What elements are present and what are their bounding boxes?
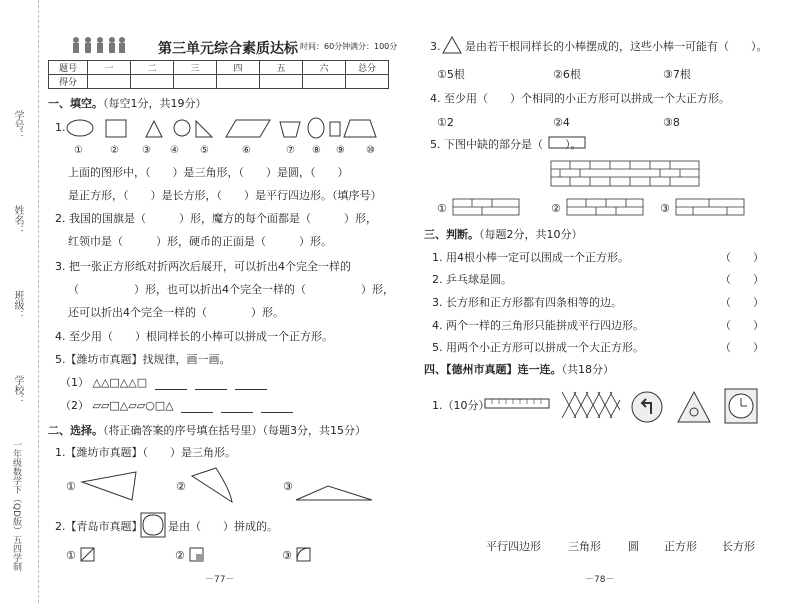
r4-opt-2: ②4 <box>553 116 570 129</box>
q3-line3: 还可以折出4个完全一样的（ ）形。 <box>68 306 284 319</box>
r5-option3-bricks <box>675 198 747 218</box>
score-input[interactable] <box>346 75 389 89</box>
r4-opt-3: ③8 <box>663 116 680 129</box>
judge-answer[interactable]: （ ） <box>720 296 764 309</box>
q5: 5.【潍坊市真题】找规律，画一画。 <box>55 353 231 366</box>
right-triangle-shape <box>196 121 212 137</box>
page-title: 第三单元综合素质达标 <box>158 41 298 57</box>
section-connect: 四、【德州市真题】连一连。 <box>424 363 562 376</box>
page-number-left: －77－ <box>205 575 235 585</box>
score-cell: 六 <box>303 61 346 75</box>
score-cell: 一 <box>88 61 131 75</box>
score-cell: 四 <box>217 61 260 75</box>
r5-opt-1: ① <box>437 202 447 215</box>
book-label: 一年级数学下（QD版）五四学制 <box>11 440 21 572</box>
score-input[interactable] <box>88 75 131 89</box>
label-4: ④ <box>170 145 179 156</box>
q5-1-sequence: △△□△△□ <box>92 376 148 389</box>
r3-opt-3: ③7根 <box>663 68 691 81</box>
score-cell: 题号 <box>49 61 88 75</box>
label-5: ⑤ <box>200 145 209 156</box>
shape-name-rectangle: 长方形 <box>722 540 755 553</box>
triangle-shape <box>146 121 162 137</box>
score-table <box>48 60 389 89</box>
score-input[interactable] <box>131 75 174 89</box>
shape-name-circle: 圆 <box>628 540 639 553</box>
judge-answer[interactable]: （ ） <box>720 273 764 286</box>
s1-option3-shape <box>296 484 376 502</box>
trapezoid-shape <box>344 120 376 137</box>
s1-opt-2: ② <box>176 480 186 493</box>
answer-blank[interactable] <box>195 379 227 390</box>
r5-opt-2: ② <box>551 202 561 215</box>
q1-line2: 是正方形，（ ）是长方形，（ ）是平行四边形。（填序号） <box>68 189 382 202</box>
answer-blank[interactable] <box>221 402 253 413</box>
r5-opt-3: ③ <box>660 202 670 215</box>
label-1: ① <box>74 145 83 156</box>
s2-opt-3: ③ <box>282 549 292 562</box>
section-note: （将正确答案的序号填在括号里）（每题3分，共15分） <box>103 424 366 437</box>
round-sign-picture <box>630 390 664 424</box>
school-label: 学校： <box>12 375 23 405</box>
answer-blank[interactable] <box>155 379 187 390</box>
judge-answer[interactable]: （ ） <box>720 251 764 264</box>
answer-blank[interactable] <box>235 379 267 390</box>
cut-line <box>38 0 39 603</box>
s1-option2-shape <box>190 466 240 506</box>
label-3: ③ <box>142 145 151 156</box>
trapezoid-shape <box>280 122 300 137</box>
q2-line1: 2. 我国的国旗是（ ）形，魔方的每个面都是（ ）形， <box>55 212 377 225</box>
score-cell: 总分 <box>346 61 389 75</box>
judge-2: 2. 乒乓球是圆。 <box>432 273 512 286</box>
judge-5: 5. 用两个小正方形可以拼成一个大正方形。 <box>432 341 644 354</box>
brick-wall-figure <box>550 160 702 188</box>
shape-name-parallelogram: 平行四边形 <box>486 540 541 553</box>
r5: 5. 下图中缺的部分是（ ）。 <box>430 138 582 151</box>
s2-figure <box>140 512 166 538</box>
r3-text: 是由若干根同样长的小棒摆成的，这些小棒一可能有（ ）。 <box>465 40 768 53</box>
r5-option1-bricks <box>452 198 522 218</box>
page-number-right: －78－ <box>585 575 615 585</box>
r3-opt-1: ①5根 <box>437 68 465 81</box>
label-10: ⑩ <box>366 145 375 156</box>
q3-line2: （ ）形，也可以折出4个完全一样的（ ）形， <box>68 283 394 296</box>
s1-opt-1: ① <box>66 480 76 493</box>
q5-2-sequence: ▱▱□△▱▱○□△ <box>92 399 174 412</box>
s2-option1-shape <box>80 547 96 563</box>
full-score: 满分：100分 <box>350 42 398 51</box>
rectangle-shape <box>330 122 340 136</box>
s1-opt-3: ③ <box>283 480 293 493</box>
score-cell: 三 <box>174 61 217 75</box>
s2-prefix: 2.【青岛市真题】 <box>55 520 143 533</box>
parallelogram-shape <box>226 120 270 137</box>
name-label: 姓名： <box>12 205 23 235</box>
shape-name-square: 正方形 <box>664 540 697 553</box>
r4-opt-1: ①2 <box>437 116 454 129</box>
q2-line2: 红领巾是（ ）形，硬币的正面是（ ）形。 <box>68 235 332 248</box>
section-judge: 三、判断。 <box>424 228 479 241</box>
q1-line1: 上面的图形中，（ ）是三角形，（ ）是圆，（ ） <box>68 166 349 179</box>
label-6: ⑥ <box>242 145 251 156</box>
label-7: ⑦ <box>286 145 295 156</box>
score-input[interactable] <box>217 75 260 89</box>
judge-4: 4. 两个一样的三角形只能拼成平行四边形。 <box>432 319 644 332</box>
score-cell: 得分 <box>49 75 88 89</box>
section-fill-in: 一、填空。 <box>48 97 103 110</box>
section-note: （每题2分，共10分） <box>479 228 583 241</box>
q3-line1: 3. 把一张正方形纸对折两次后展开，可以折出4个完全一样的 <box>55 260 351 273</box>
section-choice: 二、选择。 <box>48 424 103 437</box>
answer-blank[interactable] <box>181 402 213 413</box>
clock-picture <box>724 388 758 424</box>
lattice-fence-picture <box>560 390 622 420</box>
oval-shape <box>67 120 93 136</box>
q1-shapes <box>66 118 376 140</box>
label-8: ⑧ <box>312 145 321 156</box>
square-shape <box>106 120 126 137</box>
judge-answer[interactable]: （ ） <box>720 341 764 354</box>
q5-1-label: （1） <box>60 376 89 389</box>
s2-opt-2: ② <box>175 549 185 562</box>
s2-option2-shape <box>189 547 205 563</box>
class-label: 班级： <box>12 290 23 320</box>
score-input[interactable] <box>174 75 217 89</box>
judge-1: 1. 用4根小棒一定可以围成一个正方形。 <box>432 251 629 264</box>
triangle-sign-picture <box>676 390 712 424</box>
r5-blank-brick <box>548 136 588 150</box>
q1-number: 1. <box>55 121 66 134</box>
score-cell: 二 <box>131 61 174 75</box>
s2-suffix: 是由（ ）拼成的。 <box>168 520 278 533</box>
r3-opt-2: ②6根 <box>553 68 581 81</box>
time-limit: 时间：60分钟 <box>300 42 351 51</box>
s1-option1-shape <box>80 468 140 504</box>
kids-illustration <box>70 36 126 56</box>
r5-option2-bricks <box>566 198 646 218</box>
r3-triangle-figure <box>442 36 462 54</box>
ruler-picture <box>484 398 552 410</box>
label-9: ⑨ <box>336 145 345 156</box>
connect-q1: 1.（10分） <box>432 399 490 412</box>
s2-option3-shape <box>296 547 312 563</box>
score-input[interactable] <box>260 75 303 89</box>
judge-answer[interactable]: （ ） <box>720 319 764 332</box>
section-note: （每空1分，共19分） <box>103 97 207 110</box>
q5-2-label: （2） <box>60 399 89 412</box>
r4: 4. 至少用（ ）个相同的小正方形可以拼成一个大正方形。 <box>430 92 730 105</box>
oval-shape <box>308 118 324 138</box>
label-2: ② <box>110 145 119 156</box>
answer-blank[interactable] <box>261 402 293 413</box>
score-cell: 五 <box>260 61 303 75</box>
section-note: （共18分） <box>561 363 614 376</box>
r3-number: 3. <box>430 40 441 53</box>
q4: 4. 至少用（ ）根同样长的小棒可以拼成一个正方形。 <box>55 330 333 343</box>
s2-opt-1: ① <box>66 549 76 562</box>
score-input[interactable] <box>303 75 346 89</box>
s1: 1.【潍坊市真题】（ ）是三角形。 <box>55 446 236 459</box>
circle-shape <box>174 120 190 136</box>
student-id-label: 学号： <box>12 110 23 140</box>
judge-3: 3. 长方形和正方形都有四条相等的边。 <box>432 296 622 309</box>
shape-name-triangle: 三角形 <box>568 540 601 553</box>
